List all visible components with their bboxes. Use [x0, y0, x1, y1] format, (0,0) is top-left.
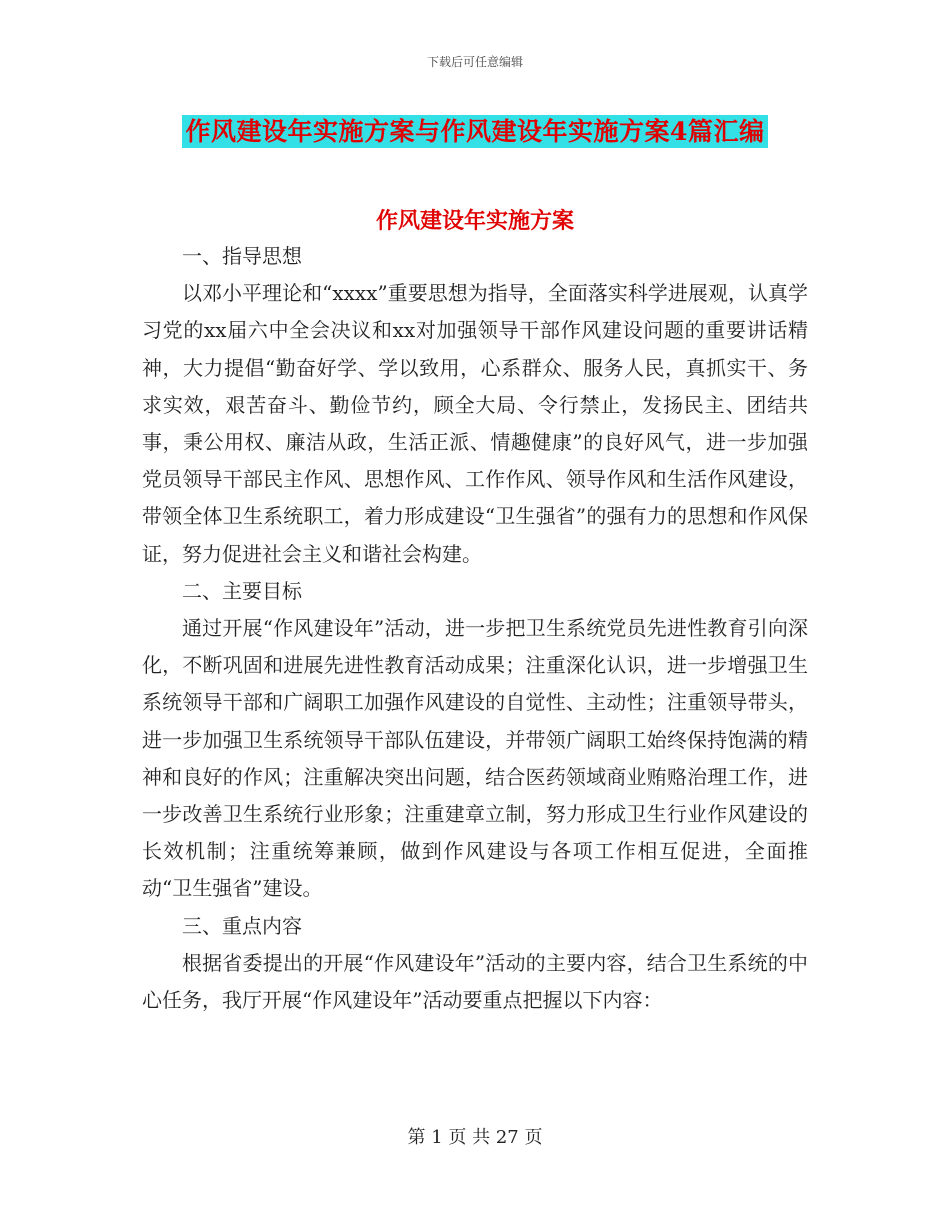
page-footer: 第 1 页 共 27 页 [407, 1127, 543, 1148]
heading-key-content: 三、重点内容 [182, 913, 302, 938]
document-title-text: 作风建设年实施方案与作风建设年实施方案4篇汇编 [182, 115, 769, 148]
heading-guiding-ideology: 一、指导思想 [182, 244, 302, 268]
paragraph-key-content: 根据省委提出的开展“作风建设年”活动的主要内容，结合卫生系统的中心任务，我厅开展“作风建设年”活动要重点把握以下内容： [142, 950, 808, 1013]
paragraph-main-goals: 通过开展“作风建设年”活动，进一步把卫生系统党员先进性教育引向深化，不断巩固和进展先进性教育活动成果；注重深化认识，进一步增强卫生系统领导干部和广阔职工加强作风建设的自觉性、主动性；注重领导带头，进一步加强卫生系统领导干部队伍建设，并带领广阔职工始终保持饱满的精神和良好的作风；注重解决突出问题，结合医药领域商业贿赂治理工作，进一步改善卫生系统行业形象；注重建章立制，努力形成卫生行业作风建设的长效机制；注重统筹兼顾，做到作风建设与各项工作相互促进，全面推动“卫生强省”建设。 [142, 616, 808, 901]
paragraph-guiding-ideology: 以邓小平理论和“xxxx”重要思想为指导，全面落实科学进展观，认真学习党的xx届六中全会决议和xx对加强领导干部作风建设问题的重要讲话精神，大力提倡“勤奋好学、学以致用，心系群众、服务人民，真抓实干、务求实效，艰苦奋斗、勤俭节约，顾全大局、令行禁止，发扬民主、团结共事，秉公用权、廉洁从政，生活正派、情趣健康”的良好风气，进一步加强党员领导干部民主作风、思想作风、工作作风、领导作风和生活作风建设，带领全体卫生系统职工，着力形成建设“卫生强省”的强有力的思想和作风保证，努力促进社会主义和谐社会构建。 [142, 281, 808, 566]
header-note: 下载后可任意编辑 [426, 55, 523, 69]
document-body [142, 238, 808, 1019]
document-title [0, 112, 950, 148]
section-title: 作风建设年实施方案 [375, 208, 574, 234]
heading-main-goals: 二、主要目标 [182, 578, 302, 603]
